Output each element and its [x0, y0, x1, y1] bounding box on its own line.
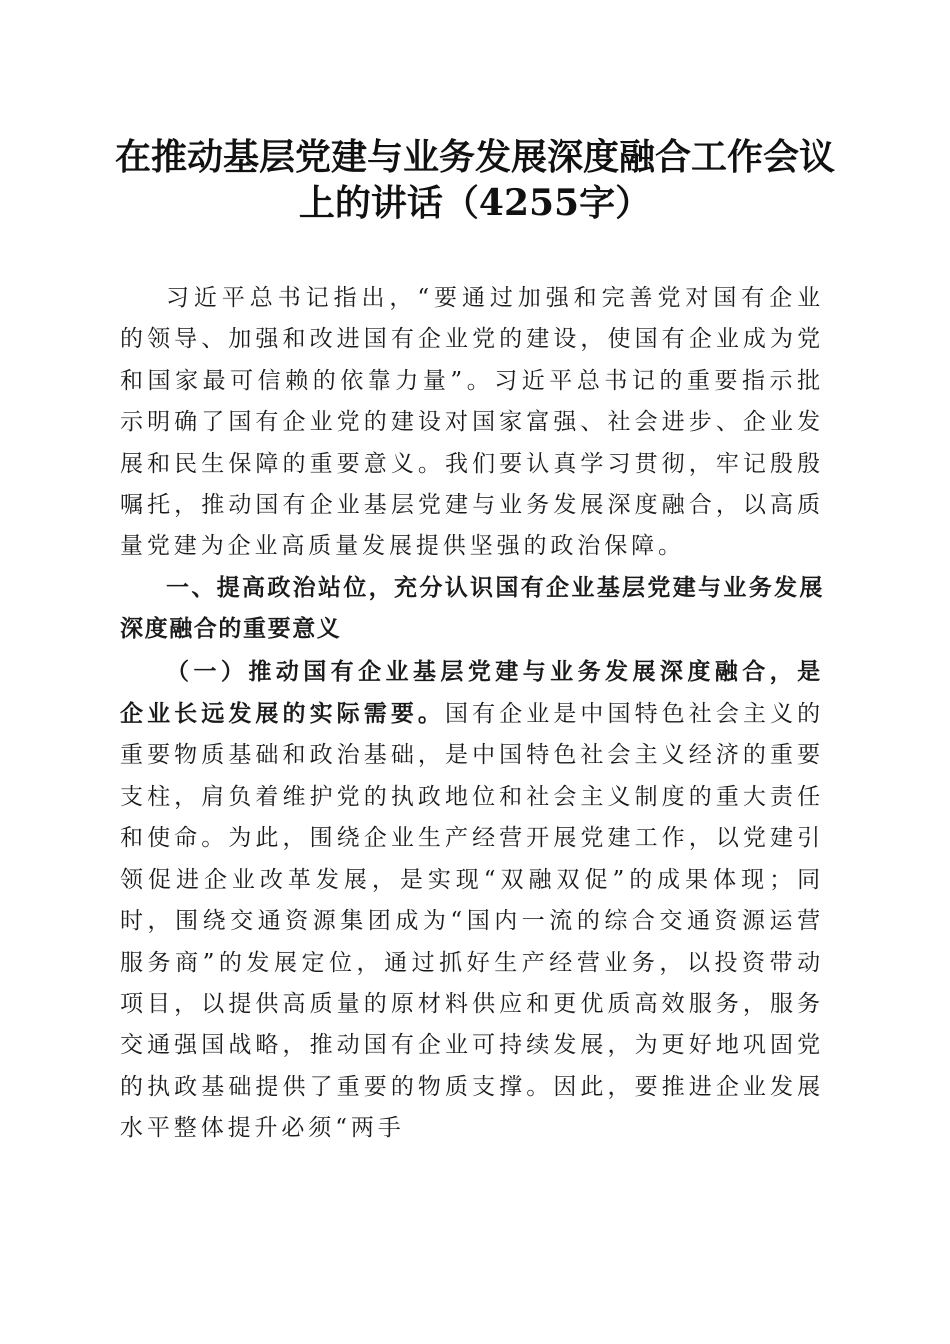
- document-body: [120, 278, 824, 1150]
- section-paragraph-text: 国有企业是中国特色社会主义的重要物质基础和政治基础，是中国特色社会主义经济的重要支柱，肩负着维护党的执政地位和社会主义制度的重大责任和使命。为此，围绕企业生产经营开展党建工作，以党建引领促进企业改革发展，是实现“双融双促”的成果体现；同时，围绕交通资源集团成为“国内一流的综合交通资源运营服务商”的发展定位，通过抓好生产经营业务，以投资带动项目，以提供高质量的原材料供应和更优质高效服务，服务交通强国战略，推动国有企业可持续发展，为更好地巩固党的执政基础提供了重要的物质支撑。因此，要推进企业发展水平整体提升必须“两手: [120, 701, 824, 1142]
- subsection-heading-1: （一）推动国有企业基层党建与业务发展深度融合，是企业长远发展的实际需要。: [120, 657, 824, 728]
- intro-paragraph: 习近平总书记指出，“要通过加强和完善党对国有企业的领导、加强和改进国有企业党的建设，使国有企业成为党和国家最可信赖的依靠力量”。习近平总书记的重要指示批示明确了国有企业党的建设对国家富强、社会进步、企业发展和民生保障的重要意义。我们要认真学习贯彻，牢记殷殷嘱托，推动国有企业基层党建与业务发展深度融合，以高质量党建为企业高质量发展提供坚强的政治保障。: [120, 285, 824, 560]
- title-line-1: 在推动基层党建与业务发展深度融合工作会议: [114, 136, 835, 178]
- title-line-2: 上的讲话（4255字）: [298, 182, 652, 224]
- document-title: [110, 134, 840, 226]
- section-paragraph: [120, 651, 824, 1150]
- section-heading-1: 一、提高政治站位，充分认识国有企业基层党建与业务发展深度融合的重要意义: [120, 574, 824, 643]
